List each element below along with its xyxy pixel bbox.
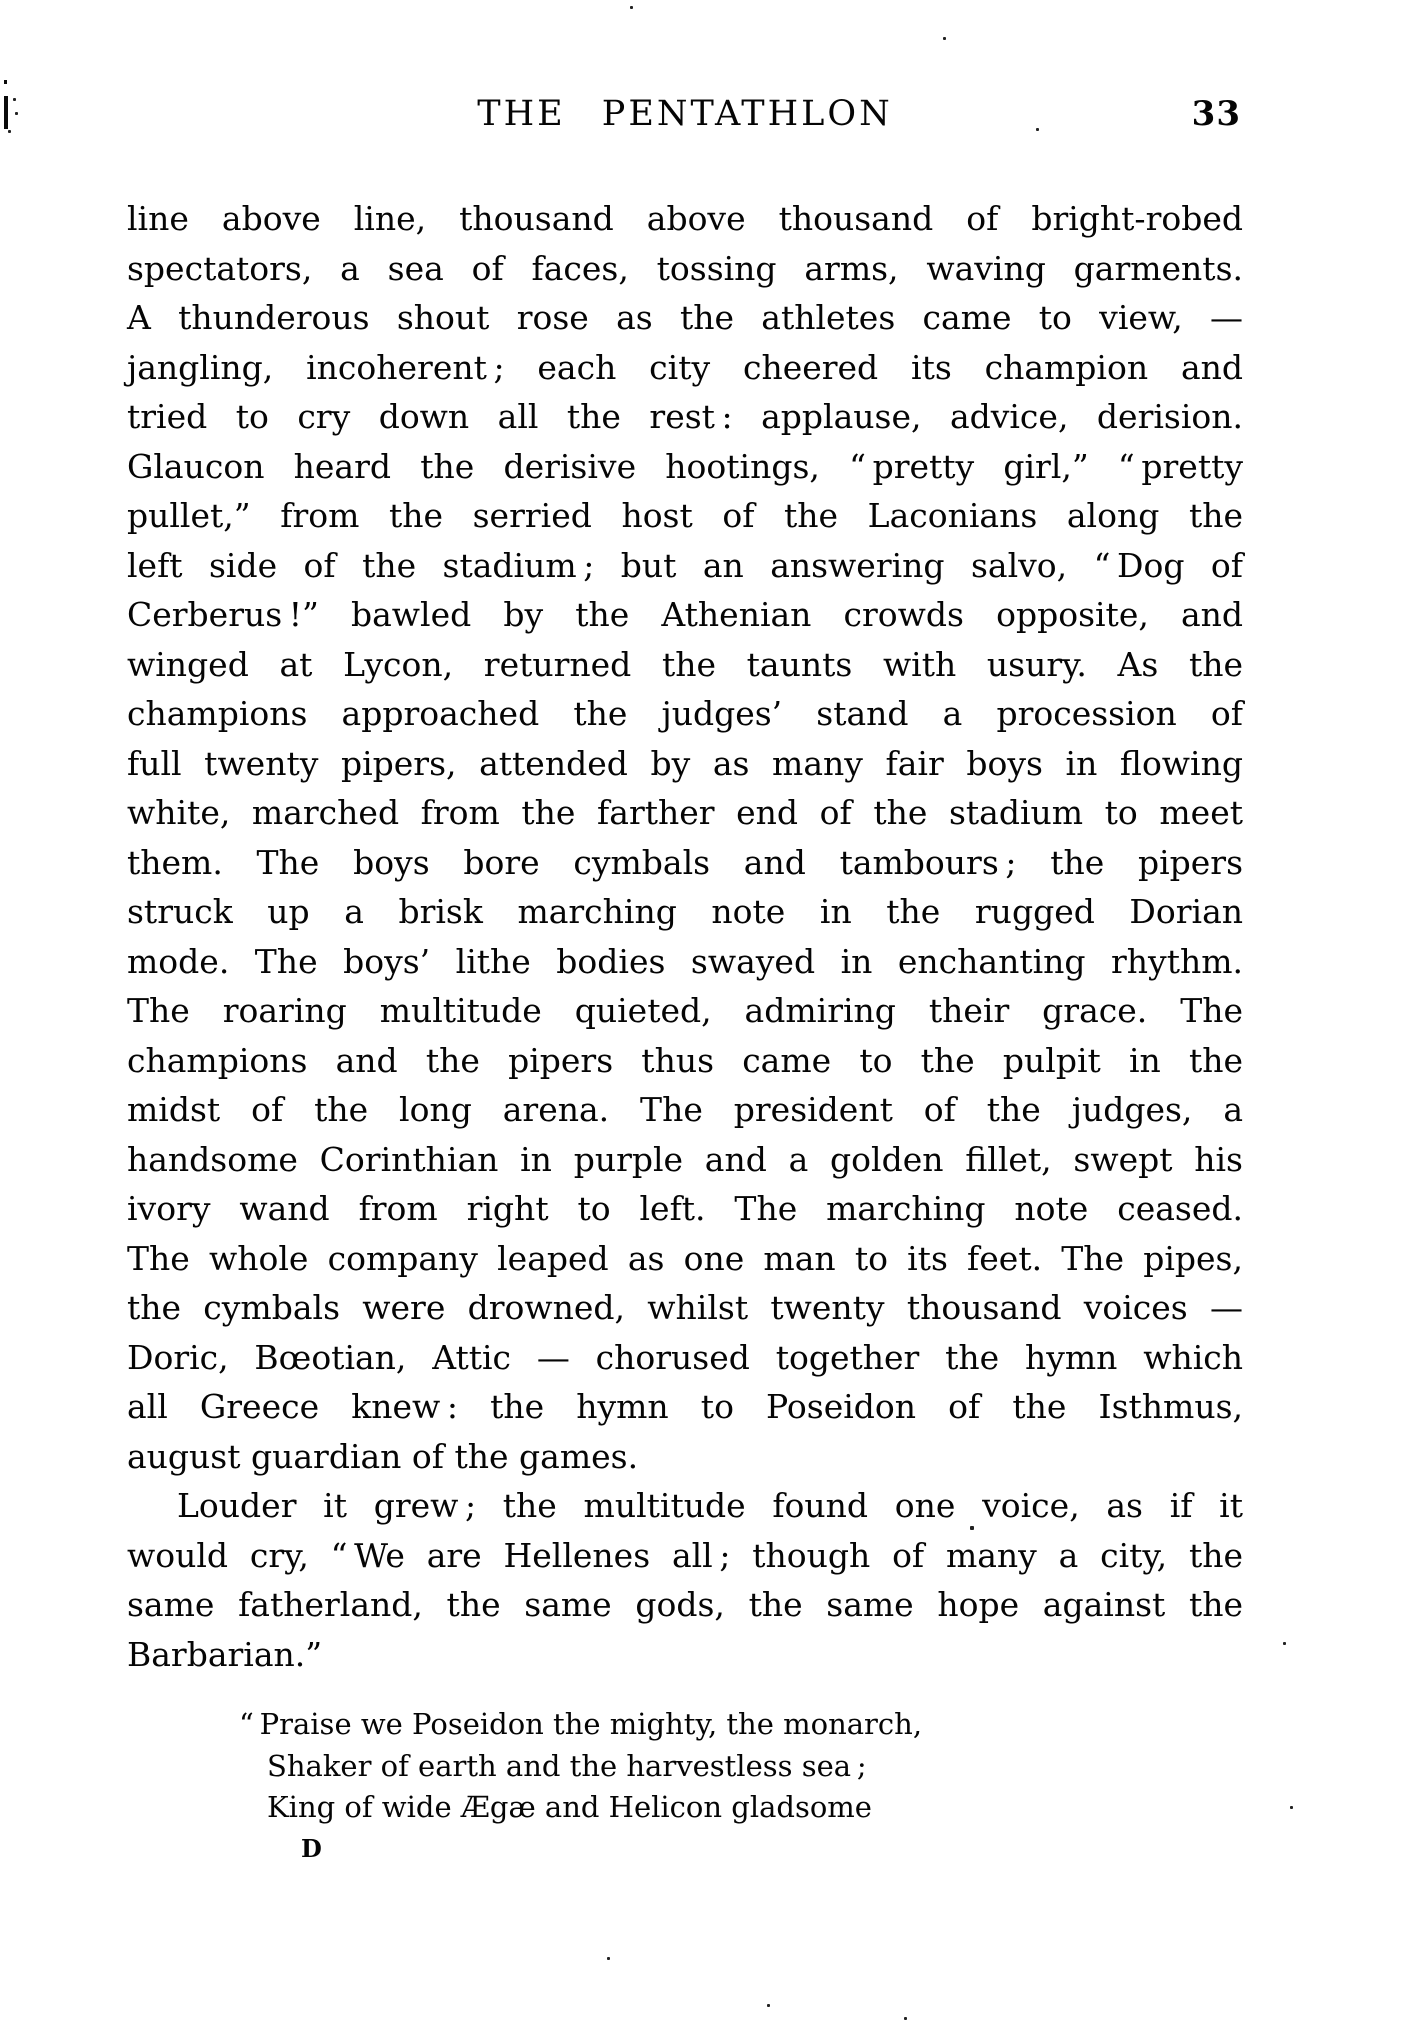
page-number: 33 (1191, 94, 1241, 134)
scan-speck (1036, 128, 1039, 131)
verse-line: “ Praise we Poseidon the mighty, the monarch, (239, 1707, 923, 1741)
body-line: Barbarian.” (127, 1634, 323, 1674)
scan-speck (1290, 1806, 1293, 1809)
body-line: champions approached the judges’ stand a procession of (127, 694, 1243, 733)
body-line: left side of the stadium ; but an answering salvo, “ Dog of (127, 545, 1243, 585)
body-line: would cry, “ We are Hellenes all ; though of many a city, the (127, 1535, 1243, 1575)
verse-line: King of wide Ægæ and Helicon gladsome (267, 1790, 872, 1824)
body-line: Glaucon heard the derisive hootings, “ pretty girl,” “ pretty (127, 446, 1243, 486)
body-line: champions and the pipers thus came to the pulpit in the (127, 1040, 1243, 1080)
verse-line: Shaker of earth and the harvestless sea ; (267, 1748, 867, 1783)
body-line: Doric, Bœotian, Attic — chorused together the hymn which (127, 1337, 1243, 1377)
scan-speck (607, 1957, 610, 1960)
body-line: Cerberus !” bawled by the Athenian crowds opposite, and (127, 595, 1243, 634)
body-line: line above line, thousand above thousand of bright-robed (127, 199, 1243, 238)
scan-speck (970, 1526, 974, 1530)
body-line: the cymbals were drowned, whilst twenty thousand voices — (127, 1288, 1243, 1327)
scan-speck (15, 112, 18, 115)
printer-signature-mark: D (301, 1833, 323, 1863)
scan-speck (8, 130, 11, 133)
body-line: same fatherland, the same gods, the same hope against the (127, 1585, 1243, 1624)
body-line: them. The boys bore cymbals and tambours ; the pipers (127, 842, 1243, 882)
body-line: A thunderous shout rose as the athletes came to view, — (127, 298, 1243, 337)
scan-speck (13, 98, 16, 101)
body-line: tried to cry down all the rest : applause, advice, derision. (127, 397, 1243, 436)
running-head (127, 94, 1243, 146)
scan-speck (767, 2004, 770, 2007)
body-line: pullet,” from the serried host of the Laconians along the (127, 496, 1243, 535)
body-line: spectators, a sea of faces, tossing arms, waving garments. (127, 248, 1243, 288)
scan-speck (1283, 1642, 1286, 1645)
body-line: The roaring multitude quieted, admiring their grace. The (127, 991, 1243, 1030)
verse-block (239, 1704, 1239, 1863)
body-line: august guardian of the games. (127, 1436, 639, 1476)
body-line: handsome Corinthian in purple and a golden fillet, swept his (127, 1139, 1243, 1179)
body-line: midst of the long arena. The president of the judges, a (127, 1090, 1243, 1129)
body-text (127, 194, 1243, 1679)
body-line: Louder it grew ; the multitude found one voice, as if it (177, 1486, 1243, 1525)
scan-speck (943, 37, 946, 40)
body-line: winged at Lycon, returned the taunts with usury. As the (127, 644, 1243, 684)
body-line: full twenty pipers, attended by as many fair boys in flowing (127, 743, 1243, 783)
body-line: white, marched from the farther end of the stadium to meet (127, 793, 1243, 832)
page-title: THE PENTATHLON (477, 94, 893, 134)
body-line: all Greece knew : the hymn to Poseidon of the Isthmus, (127, 1387, 1243, 1426)
body-line: jangling, incoherent ; each city cheered its champion and (127, 347, 1243, 387)
body-line: mode. The boys’ lithe bodies swayed in enchanting rhythm. (127, 941, 1243, 981)
scan-speck (630, 6, 633, 9)
scan-artifact (4, 96, 8, 129)
text-block (127, 94, 1243, 1863)
scan-speck (904, 2017, 907, 2020)
scan-artifact (4, 80, 7, 84)
body-line: ivory wand from right to left. The marching note ceased. (127, 1189, 1243, 1228)
body-line: struck up a brisk marching note in the rugged Dorian (127, 892, 1243, 931)
body-line: The whole company leaped as one man to its feet. The pipes, (127, 1238, 1243, 1278)
